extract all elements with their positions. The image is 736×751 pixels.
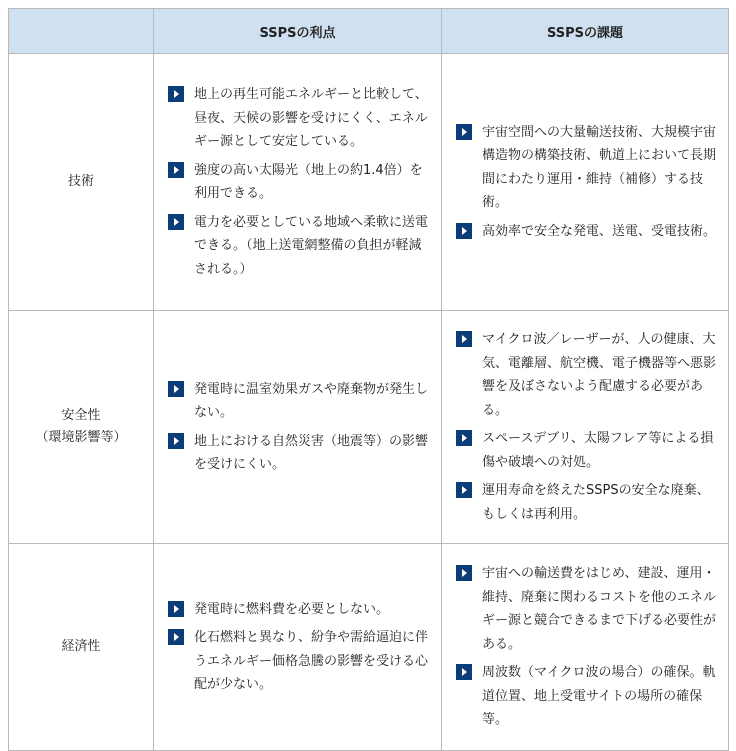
arrow-right-icon — [456, 565, 472, 581]
item-text: 電力を必要としている地域へ柔軟に送電できる。（地上送電網整備の負担が軽減される。） — [194, 214, 429, 277]
arrow-right-icon — [168, 162, 184, 178]
category-cell — [9, 544, 154, 751]
list-item — [168, 159, 429, 206]
arrow-right-icon — [168, 629, 184, 645]
arrow-right-icon — [456, 223, 472, 239]
list-item — [168, 430, 429, 477]
advantages-cell — [154, 311, 442, 544]
list-item — [168, 378, 429, 425]
list-item — [168, 598, 429, 622]
header-empty-cell — [9, 9, 154, 54]
arrow-right-icon — [168, 601, 184, 617]
header-advantages: SSPSの利点 — [154, 9, 442, 54]
item-text: 発電時に燃料費を必要としない。 — [194, 601, 390, 617]
category-label: 安全性 — [61, 408, 101, 423]
list-item — [168, 211, 429, 282]
arrow-right-icon — [456, 331, 472, 347]
item-text: 高効率で安全な発電、送電、受電技術。 — [482, 223, 717, 239]
row-economy — [9, 544, 729, 751]
row-safety — [9, 311, 729, 544]
item-text: 宇宙への輸送費をはじめ、建設、運用・維持、廃棄に関わるコストを他のエネルギー源と競合できるまで下げる必要性がある。 — [482, 566, 717, 652]
row-technology — [9, 54, 729, 311]
list-item — [168, 83, 429, 154]
challenges-cell — [442, 311, 729, 544]
arrow-right-icon — [168, 86, 184, 102]
list-item — [456, 220, 716, 244]
list-item — [456, 427, 716, 474]
arrow-right-icon — [456, 482, 472, 498]
arrow-right-icon — [456, 430, 472, 446]
category-label: 経済性 — [61, 639, 101, 654]
list-item — [456, 479, 716, 526]
item-text: 運用寿命を終えたSSPSの安全な廃棄、もしくは再利用。 — [482, 483, 710, 522]
item-text: 宇宙空間への大量輸送技術、大規模宇宙構造物の構築技術、軌道上において長期間にわたり運用・維持（補修）する技術。 — [482, 124, 717, 211]
category-label: 技術 — [67, 174, 94, 189]
header-row — [9, 9, 729, 54]
category-cell — [9, 311, 154, 544]
arrow-right-icon — [168, 214, 184, 230]
comparison-table — [8, 8, 729, 751]
challenges-cell — [442, 54, 729, 311]
item-text: 化石燃料と異なり、紛争や需給逼迫に伴うエネルギー価格急騰の影響を受ける心配が少ない。 — [194, 630, 429, 692]
category-sublabel: （環境影響等） — [35, 430, 127, 445]
category-cell — [9, 54, 154, 311]
advantages-cell — [154, 54, 442, 311]
arrow-right-icon — [456, 124, 472, 140]
item-text: マイクロ波／レーザーが、人の健康、大気、電離層、航空機、電子機器等へ悪影響を及ぼさないよう配慮する必要がある。 — [482, 332, 717, 418]
item-text: 周波数（マイクロ波の場合）の確保。軌道位置、地上受電サイトの場所の確保等。 — [482, 665, 716, 728]
item-text: 強度の高い太陽光（地上の約1.4倍）を利用できる。 — [194, 162, 423, 201]
list-item — [456, 661, 716, 732]
item-text: 地上の再生可能エネルギーと比較して、昼夜、天候の影響を受けにくく、エネルギー源として安定している。 — [194, 87, 428, 149]
list-item — [168, 626, 429, 697]
list-item — [456, 562, 716, 656]
list-item — [456, 328, 716, 422]
arrow-right-icon — [168, 433, 184, 449]
header-challenges: SSPSの課題 — [442, 9, 729, 54]
challenges-cell — [442, 544, 729, 751]
advantages-cell — [154, 544, 442, 751]
arrow-right-icon — [168, 381, 184, 397]
item-text: 地上における自然災害（地震等）の影響を受けにくい。 — [194, 433, 429, 472]
item-text: 発電時に温室効果ガスや廃棄物が発生しない。 — [194, 381, 429, 420]
list-item — [456, 121, 716, 215]
arrow-right-icon — [456, 664, 472, 680]
item-text: スペースデブリ、太陽フレア等による損傷や破壊への対処。 — [482, 431, 714, 470]
